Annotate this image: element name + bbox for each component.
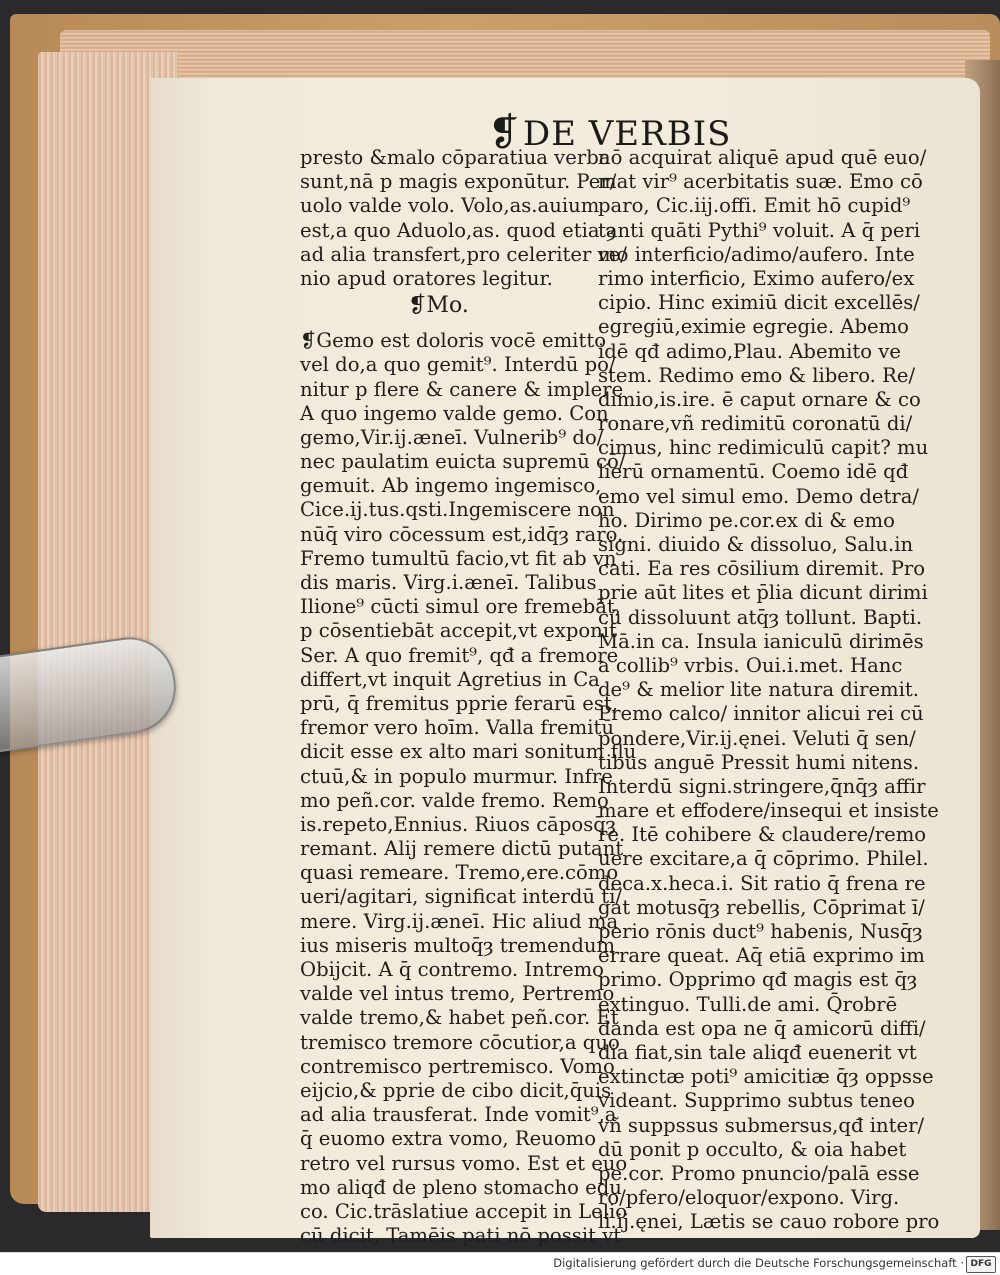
text-line: tremisco tremore cōcutior,a quo	[300, 1030, 620, 1054]
section-heading: ❡Mo.	[408, 293, 469, 319]
text-line: Ilione⁹ cūcti simul ore fremebāt,	[300, 595, 622, 619]
text-line: primo. Opprimo qđ magis est q̄ȝ	[598, 968, 918, 992]
text-line: egregiū,eximie egregie. Abemo	[598, 315, 909, 339]
text-line: prū, q̄ fremitus pprie ferarū est,	[300, 691, 618, 715]
pilcrow-icon: ❡	[488, 110, 521, 154]
footer-bar	[0, 1252, 1000, 1275]
text-line: extinguo. Tulli.de ami. Q̄robrē	[598, 992, 898, 1016]
text-line: cū dicit, Tamēis pati nō possit vt	[300, 1224, 622, 1248]
text-line: prie aūt lites et p̄lia dicunt dirimi	[598, 581, 928, 605]
text-line: tibus anguē Pressit humi nitens.	[598, 750, 920, 774]
dfg-logo: DFG	[966, 1256, 996, 1273]
text-column-right	[598, 146, 940, 1234]
text-line: pe.cor. Promo pnuncio/palā esse	[598, 1161, 920, 1185]
text-line: ius miseris multoq̄ȝ tremendum	[300, 933, 616, 957]
text-line: mo interficio/adimo/aufero. Inte	[598, 242, 915, 266]
text-line: Cice.ij.tus.qsti.Ingemiscere non	[300, 498, 615, 522]
text-line: dimio,is.ire. ē caput ornare & co	[598, 387, 921, 411]
text-line: paro, Cic.iij.offi. Emit hō cupid⁹	[598, 194, 911, 218]
text-line: mere. Virg.ij.æneī. Hic aliud ma	[300, 909, 619, 933]
text-line: ad alia trausferat. Inde vomit⁹,a	[300, 1103, 617, 1127]
text-line: ❡Gemo est doloris vocē emitto	[300, 329, 606, 353]
text-line: A quo ingemo valde gemo. Con	[300, 401, 609, 425]
text-line: est,a quo Aduolo,as. quod etia ȝ	[300, 218, 617, 242]
text-line: nūq̄ viro cōcessum est,idq̄ȝ raro.	[300, 522, 624, 546]
text-line: de⁹ & melior lite natura diremit.	[598, 678, 920, 702]
text-line: ro/pfero/eloquor/expono. Virg.	[598, 1186, 900, 1210]
text-line: gat motusq̄ȝ rebellis, Cōprimat ī/	[598, 895, 925, 919]
text-line: ho. Dirimo pe.cor.ex di & emo	[598, 508, 895, 532]
text-line: nō acquirat aliquē apud quē euo/	[598, 146, 927, 169]
funding-credit: Digitalisierung gefördert durch die Deutsche Forschungsgemeinschaft ·	[553, 1256, 964, 1270]
text-line: Interdū signi.stringere,q̄nq̄ȝ affir	[598, 774, 926, 798]
text-line: mare et effodere/insequi et insiste	[598, 799, 939, 823]
text-line: sunt,nā p magis exponūtur. Per/	[300, 170, 617, 194]
text-line: q̄ euomo extra vomo, Reuomo	[300, 1127, 597, 1151]
text-line: stem. Redimo emo & libero. Re/	[598, 363, 916, 387]
text-line: li.ij.ęnei, Lætis se cauo robore pro	[598, 1210, 940, 1234]
text-line: presto &malo cōparatiua verba	[300, 146, 611, 169]
text-line: retro vel rursus vomo. Est et euo	[300, 1151, 628, 1175]
text-line: ctuū,& in populo murmur. Infre	[300, 764, 613, 788]
text-line: signi. diuido & dissoluo, Salu.in	[598, 533, 914, 556]
text-line: danda est opa ne q̄ amicorū diffi/	[598, 1016, 926, 1040]
text-line: mo aliqđ de pleno stomacho edu	[300, 1175, 622, 1199]
text-line: mo peñ.cor. valde fremo. Remo	[300, 788, 609, 812]
text-line: co. Cic.trāslatiue accepit in Lelio	[300, 1199, 628, 1223]
paragraph-spacer	[300, 321, 595, 329]
text-line: Mā.in ca. Insula ianiculū dirimēs	[598, 629, 924, 653]
text-line: nitur p flere & canere & implere	[300, 377, 624, 401]
text-line: dū ponit p occulto, & oia habet	[598, 1137, 907, 1161]
text-column-left	[300, 146, 637, 1248]
text-line: gemuit. Ab ingemo ingemisco,	[300, 474, 602, 498]
text-line: deca.x.heca.i. Sit ratio q̄ frena re	[598, 871, 926, 895]
text-line: extinctæ poti⁹ amicitiæ q̄ȝ oppsse	[598, 1065, 934, 1089]
text-line: a collib⁹ vrbis. Oui.i.met. Hanc	[598, 653, 903, 677]
text-line: gemo,Vir.ij.æneī. Vulnerib⁹ do/	[300, 425, 604, 449]
text-line: Premo calco/ innitor alicui rei cū	[598, 702, 924, 726]
text-line: tanti quāti Pythi⁹ voluit. A q̄ peri	[598, 218, 921, 242]
text-line: valde vel intus tremo, Pertremo	[300, 982, 615, 1006]
text-line: remant. Alij remere dictū putant	[300, 837, 624, 861]
text-line: p cōsentiebāt accepit,vt exponit	[300, 619, 617, 643]
text-line: pondere,Vir.ij.ęnei. Veluti q̄ sen/	[598, 726, 916, 750]
text-line: videant. Supprimo subtus teneo	[598, 1089, 915, 1113]
text-line: valde tremo,& habet peñ.cor. Et	[300, 1006, 619, 1030]
text-line: cimus, hinc redimiculū capit? mu	[598, 436, 929, 460]
text-line: rimo interficio, Eximo aufero/ex	[598, 266, 915, 290]
text-line: mat vir⁹ acerbitatis suæ. Emo cō	[598, 170, 923, 194]
text-line: vel do,a quo gemit⁹. Interdū po/	[300, 353, 616, 377]
text-line: nec paulatim euicta supremū cō/	[300, 450, 626, 474]
page-top-edges	[60, 30, 990, 82]
text-line: Ser. A quo fremit⁹, qđ a fremore	[300, 643, 619, 667]
text-line: is.repeto,Ennius. Riuos cāposq̄ȝ	[300, 812, 617, 836]
text-line: cipio. Hinc eximiū dicit excellēs/	[598, 291, 920, 315]
text-line: nio apud oratores legitur.	[300, 266, 553, 290]
text-line: Fremo tumultū facio,vt fit ab vn	[300, 546, 617, 570]
text-line: ueri/agitari, significat interdū ti/	[300, 885, 623, 909]
text-line: dis maris. Virg.i.æneī. Talibus	[300, 571, 597, 594]
text-line: Obijcit. A q̄ contremo. Intremo	[300, 958, 604, 981]
text-line: vñ suppssus submersus,qđ inter/	[598, 1113, 925, 1137]
text-line: ad alia transfert,pro celeriter ve/	[300, 242, 627, 266]
text-line: quasi remeare. Tremo,ere.cōmo	[300, 861, 619, 885]
text-line: dicit esse ex alto mari sonitum flu	[300, 740, 637, 764]
text-line: contremisco pertremisco. Vomo	[300, 1054, 615, 1078]
text-line: dia fiat,sin tale aliqđ euenerit vt	[598, 1040, 917, 1064]
text-line: re. Itē cohibere & claudere/remo	[598, 823, 927, 847]
text-line: errare queat. Aq̄ etiā exprimo im	[598, 944, 925, 968]
text-line: uere excitare,a q̄ cōprimo. Philel.	[598, 847, 929, 871]
text-line: idē qđ adimo,Plau. Abemito ve	[598, 339, 901, 363]
text-line: ronare,vñ redimitū coronatū di/	[598, 412, 913, 436]
text-line: differt,vt inquit Agretius in Ca	[300, 667, 600, 691]
text-line: eijcio,& pprie de cibo dicit,q̄uis	[300, 1078, 612, 1102]
text-line: emo vel simul emo. Demo detra/	[598, 484, 920, 508]
running-head-text: DE VERBIS	[522, 114, 732, 154]
text-line: cū dissoluunt atq̄ȝ tollunt. Bapti.	[598, 605, 923, 629]
text-line: perio rōnis duct⁹ habenis, Nusq̄ȝ	[598, 920, 923, 943]
text-line: lierū ornamentū. Coemo idē qđ	[598, 460, 909, 484]
text-line: cati. Ea res cōsilium diremit. Pro	[598, 557, 926, 581]
text-line: fremor vero hoīm. Valla fremitū	[300, 716, 614, 740]
text-line: uolo valde volo. Volo,as.auium	[300, 194, 600, 218]
